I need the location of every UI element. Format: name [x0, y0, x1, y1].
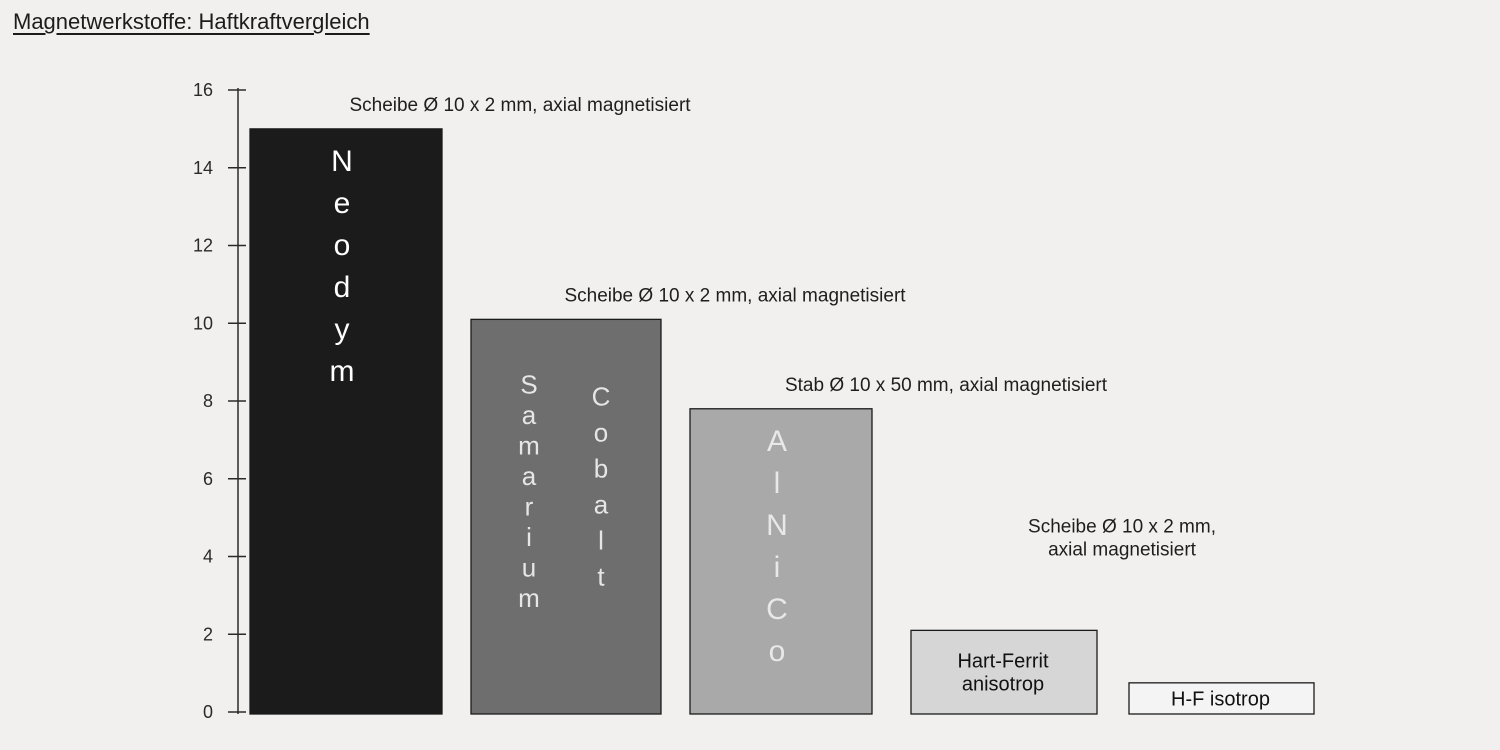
bar-label-char: a — [521, 399, 537, 430]
chart-title: Magnetwerkstoffe: Haftkraftvergleich — [13, 9, 370, 34]
bar-label-char: a — [593, 489, 609, 520]
bar-label-char: m — [518, 582, 540, 613]
bar-label-char: m — [518, 430, 540, 461]
bar-label-char: a — [521, 460, 537, 491]
bar-label-char: C — [766, 592, 788, 626]
y-tick-label: 0 — [202, 702, 213, 722]
bar-label-char: i — [526, 521, 532, 552]
bar-label-char: S — [520, 369, 538, 400]
y-tick-label: 16 — [192, 80, 213, 100]
bar-annotation: axial magnetisiert — [1048, 539, 1196, 561]
y-tick-label: 10 — [192, 313, 213, 334]
bar-label-char: N — [766, 508, 788, 542]
y-tick-label: 2 — [202, 624, 213, 645]
bar-label-char: t — [597, 561, 605, 592]
bar-label-char: u — [521, 552, 537, 583]
y-tick-label: 8 — [202, 391, 213, 411]
bar-label-char: m — [329, 354, 355, 388]
y-tick-label: 4 — [202, 546, 213, 567]
bar-label-char: o — [593, 417, 609, 448]
bar-label-char: C — [591, 381, 611, 412]
bar-annotation: Stab Ø 10 x 50 mm, axial magnetisiert — [784, 374, 1108, 396]
bar-label-char: b — [593, 453, 609, 484]
bar-annotation: Scheibe Ø 10 x 2 mm, axial magnetisiert — [349, 94, 691, 116]
bar-annotation: Scheibe Ø 10 x 2 mm, — [1028, 516, 1216, 538]
bar-label-char: i — [773, 550, 781, 584]
bar-label: Hart-Ferrit — [957, 650, 1049, 673]
bar-label-char: l — [598, 525, 604, 556]
bar-label-char: r — [524, 491, 534, 522]
bar-label-char: l — [773, 466, 781, 500]
y-tick-label: 14 — [192, 157, 213, 178]
bar-annotation: Scheibe Ø 10 x 2 mm, axial magnetisiert — [564, 285, 906, 307]
bar-label-char: d — [333, 270, 351, 304]
y-tick-label: 6 — [202, 468, 213, 489]
y-tick-label: 12 — [192, 235, 213, 256]
bar-label-char: e — [333, 186, 351, 220]
bar-label: H-F isotrop — [1171, 688, 1270, 711]
bar-label-char: o — [333, 228, 351, 262]
bar — [471, 319, 661, 714]
bar-label-char: A — [766, 424, 788, 458]
bar-label-char: N — [331, 144, 353, 178]
bar-label: anisotrop — [961, 673, 1045, 696]
bar-label-char: o — [768, 634, 786, 668]
bar-label-char: y — [334, 312, 350, 346]
